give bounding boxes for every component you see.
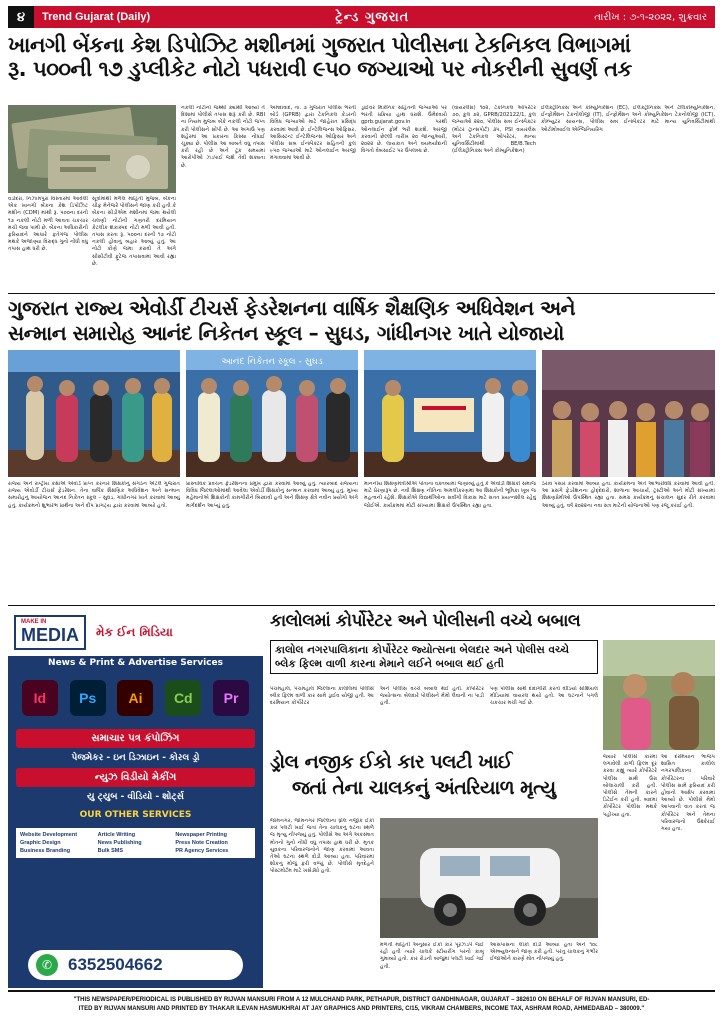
advert-services-list — [16, 828, 255, 858]
story2-column3: માનનીય શિક્ષણમંત્રીશ્રીએ પોતાના વક્તવ્યમાં જણાવ્યું હતું કે એવોર્ડી શિક્ષકો સમાજ માટે પ્રેરણારૂપ છે. નવી શિક્ષણ નીતિના અમલીકરણમાં આ શિક્ષકોની ભૂમિકા ખૂબ જ મહત્વની રહેશે. શિક્ષકોએ વિદ્યાર્થીઓના સર્વાંગી વિકાસ માટે સતત પ્રયત્નશીલ રહેવું જોઈએ. કાર્યક્રમમાં મોટી સંખ્યામાં શિક્ષકો ઉપસ્થિત રહ્યા હતા. — [364, 481, 536, 509]
indesign-icon: Id — [22, 680, 58, 716]
story1-column4: અમદાવાદ, તા. ૭ ગુજરાત પોલીસ ભરતી બોર્ડ (GPRB) દ્વારા ટેકનિકલ કેડરની વિવિધ જગ્યાઓ માટે જાહેરાત પ્રસિદ્ધ કરવામાં આવી છે. ઈન્ટેલિજન્સ ઓફિસર, આસિસ્ટન્ટ ઈન્ટેલિજન્સ ઓફિસર અને પોલીસ સબ ઈન્સ્પેક્ટર સહિતની કુલ ૯૫૦ જગ્યાઓ માટે ઓનલાઈન અરજી મંગાવવામાં આવી છે. — [270, 105, 356, 162]
story1-headline-line1: ખાનગી બેંકના કેશ ડિપોઝિટ મશીનમાં ગુજરાત પોલીસના ટેકનિકલ વિભાગમાં — [8, 33, 631, 57]
story3-column2: અને પોલીસ વચ્ચે બબાલ થઈ હતી. કોર્પોરેટર જ્યોત્સના બેલદારે પોલીસને મેમો લેવાની ના પાડી હતી. — [380, 686, 484, 707]
story4-column2: મળતી માહિતી અનુસાર ઈકો કાર પૂરઝડપે જઈ રહી હતી ત્યારે ચાલકે સ્ટીયરીંગ પરનો કાબૂ ગુમાવ્યો હતો. કાર રોડની બાજુમાં પલટી ખાઈ ગઈ હતી. — [380, 942, 484, 970]
story1-column1: વડોદરા, નિઝામપુરા વિસ્તારમાં આવેલી એક ખાનગી બેંકના કેશ ડિપોઝિટ મશીન (CDM) માંથી રૂ. ૫૦૦ના દરની ૧૭ નકલી નોટો મળી આવતા ચકચાર મચી જવા પામી છે. બેંકના અધિકારીની ફરિયાદને આધારે ફતેગંજ પોલીસ મથકે અજાણ્યા વિરુદ્ધ ગુનો નોંધી વધુ તપાસ હાથ ધરી છે. — [8, 196, 88, 253]
premiere-icon: Pr — [213, 680, 249, 716]
advert-band-video-sub: યુ ટ્યુબ - વીડિયો - શોર્ટ્સ — [87, 792, 184, 802]
service-item: Press Note Creation — [175, 840, 228, 846]
story3-headline: કાલોલમાં કોર્પોરેટર અને પોલીસની વચ્ચે બબાલ — [270, 611, 581, 631]
advert-phone-number: 6352504662 — [68, 955, 163, 974]
story2-headline-line1: ગુજરાત રાજ્ય એવોર્ડી ટીચર્સ ફેડરેશનના વાર્ષિક શૈક્ષણિક અધિવેશન અને — [8, 296, 576, 320]
service-item: News Publishing — [97, 840, 142, 846]
service-item: Graphic Design — [20, 840, 61, 846]
story3-column3: પણ પોલીસ સાથે દાદાગીરી કરતો વીડિયો સોશિયલ મીડિયામાં વાયરલ થયો હતો. આ ઘટનાને પગલે ચકચાર મચી ગઈ છે. — [490, 686, 598, 707]
event-photo-3 — [364, 350, 536, 477]
service-item: Website Development — [20, 832, 78, 838]
advert-logo — [14, 615, 86, 650]
event-photo-2 — [186, 350, 358, 477]
phone-icon: ✆ — [36, 954, 58, 976]
masthead-bar — [8, 6, 715, 28]
story3-subhead: કાલોલ નગરપાલિકાના કોર્પોરેટર જ્યોત્સના બેલદાર અને પોલીસ વચ્ચે બ્લેક ફિલ્મ વાળી કારના મેમાને લઈને બબાલ થઈ હતી — [270, 640, 598, 674]
photoshop-icon: Ps — [70, 680, 106, 716]
story4-column1: જામનગર, જામનગર જિલ્લાના ધ્રોલ નજીક ઈકો કાર પલટી ખાઈ જતાં તેના ચાલકનું ઘટના સ્થળે જ મૃત્યુ નીપજ્યું હતું. પોલીસે આ અંગે અકસ્માત મોતનો ગુનો નોંધી વધુ તપાસ હાથ ધરી છે. મૃતક યુવકના પરિવારજનોને જાણ કરવામાં આવતા તેઓ ઘટના સ્થળે દોડી આવ્યા હતા. પરિવારમાં શોકનું મોજું ફરી વળ્યું છે. પોલીસે મૃતદેહને પોસ્ટમોર્ટમ માટે ખસેડ્યો હતો. — [270, 818, 374, 875]
story2-headline-line2: સન્માન સમારોહ આનંદ નિકેતન સ્કૂલ – સુઘડ, ગાંધીનગર ખાતે યોજાયો — [8, 321, 564, 345]
story1-column5: ડ્રાઈવર મિકેનિક સહિતની જગ્યાઓ પર ભરતી પ્રક્રિયા હાથ ધરાશે. ઉમેદવારો gprb.gujarat.gov.in પરથી ઓનલાઈન ફોર્મ ભરી શકશે. અરજી કરવાની છેલ્લી તારીખ ૨૦ જાન્યુઆરી, ૨૦૨૨ છે. લાયકાત અને વયમર્યાદાની વિગતો વેબસાઈટ પર ઉપલબ્ધ છે. — [361, 105, 447, 155]
advert-app-icons — [8, 670, 263, 726]
story4-column3: આસપાસના લોકો દોડી આવ્યા હતા અને ૧૦૮ એમ્બ્યુલન્સને જાણ કરી હતી. પરંતુ ચાલકનું ગંભીર ઈજાઓને કારણે મોત નીપજ્યું હતું. — [490, 942, 598, 963]
event-photo-1 — [8, 350, 180, 477]
section-divider — [8, 293, 715, 294]
story4-headline-line2: જતાં તેના ચાલકનું અંતરિયાળ મૃત્યુ — [292, 777, 556, 799]
story2-column1: રાજ્ય અને રાષ્ટ્રીય કક્ષાએ એવોર્ડ પ્રાપ્ત કરનાર શિક્ષકોનું સંગઠન એટલે ગુજરાત રાજ્ય એવોર્ડી ટીચર્સ ફેડરેશન. તેના વાર્ષિક શૈક્ષણિક અધિવેશન અને સન્માન સમારોહનું આયોજન આનંદ નિકેતન સ્કૂલ – સુઘડ, ગાંધીનગર ખાતે કરવામાં આવ્યું હતું. કાર્યક્રમનો શુભારંભ પ્રાર્થના અને દીપ પ્રાગટ્ય દ્વારા કરવામાં આવ્યો હતો. — [8, 481, 180, 509]
advert-header — [8, 608, 263, 656]
advert-band-composing-sub: પેજમેકર - ઇન ડિઝાઇન - કોરલ ડ્રો — [71, 753, 200, 763]
service-item: Bulk SMS — [97, 848, 124, 854]
story1-column7: ઈલેક્ટ્રોનિક્સ અને કોમ્યુનિકેશન (EC), ઈલેક્ટ્રોનિક્સ અને ટેલિકોમ્યુનિકેશન, ઈન્ફોર્મેશન ટેકનોલોજી (IT), ઈન્ફોર્મેશન અને કોમ્યુનિકેશન ટેકનોલોજી (ICT), કોમ્પ્યુટર સાયન્સ, પોલીસ સબ ઈન્સ્પેક્ટર માટે માન્ય યુનિવર્સિટીમાંથી ઓટોમોબાઈલ એન્જિનિયરિંગ — [541, 105, 715, 133]
section-divider-2 — [8, 605, 715, 606]
imprint-line2: ITED BY RIJVAN MANSURI AND PRINTED BY THAKAR ILEVAN HASMUKHRAI AT JAY GRAPHICS AND PRINTERS, C/15, VIKRAM CHAMBERS, INCOME TAX, ASHRAM ROAD, AHMEDABAD – 380009." — [78, 1006, 645, 1012]
event-photo-4 — [542, 350, 715, 477]
service-item: Article Writing — [97, 832, 136, 838]
story1-column3: નકલી નોટોનો જથ્થો ક્યાંથી આવ્યો તે દિશામાં પોલીસે તપાસ શરૂ કરી છે. RBI ના નિયમ મુજબ બેંકે નકલી નોટો જપ્ત કરી પોલીસને સોંપી છે. આ અગાઉ પણ શહેરમાં આ પ્રકારના કિસ્સા નોંધાઈ ચૂક્યા છે. પોલીસ આ બાબતે વધુ તપાસ કરી રહી છે અને ટૂંક સમયમાં આરોપીઓ ઝડપાઈ જશે તેવી શક્યતા છે. — [181, 105, 265, 169]
service-item: Newspaper Printing — [175, 832, 227, 838]
story1-headline-line2: રૂ. ૫૦૦ની ૧૭ ડુપ્લીકેટ નોટો પધરાવી ૯૫૦ જગ્યાઓ પર નોકરીની સુવર્ણ તક — [8, 57, 632, 81]
illustrator-icon: Ai — [117, 680, 153, 716]
advert-brand: MEDIA — [21, 624, 79, 645]
currency-notes-photo — [8, 105, 176, 193]
paper-logo: ટ્રેન્ડ ગુજરાત — [335, 9, 410, 25]
story3-column4: જ્યારે પોલીસે કારમાં લગાવેલી કાળી ફિલ્મ દૂર કરવા કહ્યું ત્યારે કોર્પોરેટરે પોલીસ સાથે ઉગ્ર બોલાચાલી કરી હતી. પોલીસે તેમની કારને ડિટેઈન કરી હતી. બાદમાં કોર્પોરેટર પોલીસ મથકે પહોંચ્યા હતા. — [603, 754, 657, 818]
page-number: ૪ — [8, 6, 34, 28]
accident-car-photo — [380, 818, 598, 938]
story1-column6: (વાયરલેસ) ૧૦૨, ટેકનિકલ ઓપરેટર ૭૦, કુલ ૭૨, GPRB/202122/1, કુલ જગ્યાઓ ૨૨૦, પોલીસ સબ ઈન્સ્પેક્ટર (મોટર ટ્રાન્સપોર્ટ) ૩૫, PSI વાયરલેસ અને ટેકનિકલ ઓપરેટર, માન્ય યુનિવર્સિટીમાંથી BE/B.Tech (ઈલેક્ટ્રોનિક્સ અને કોમ્યુનિકેશન) — [452, 105, 536, 155]
paper-name: Trend Gujarat (Daily) — [42, 11, 151, 23]
imprint-line1: "THIS NEWSPAPER/PERIODICAL IS PUBLISHED BY RIJVAN MANSURI FROM A 12 MULCHAND PARK, PETHAPUR, DISTRICT GANDHINAGAR, GUJARAT – 382610 ON BEHALF OF RIJVAN MANSURI, ED- — [73, 997, 650, 1003]
advert-phone — [28, 950, 243, 980]
corporator-photo — [603, 640, 715, 750]
story1-column2: સૂત્રોમાંથી મળેલ માહિતી મુજબ, બેંકના ચીફ મેનેજરે પોલીસને જાણ કરી હતી કે બેંકના સીડીએમ મશીનમાં જમા થયેલી ચલણી નોટોની ગણતરી દરમિયાન કેટલીક શંકાસ્પદ નોટો મળી આવી હતી. તપાસ કરતા રૂ. ૫૦૦ના દરની ૧૭ નોટો નકલી હોવાનું બહાર આવ્યું હતું. આ નોટો કોણે જમા કરાવી તે અંગે સીસીટીવી ફૂટેજ તપાસવામાં આવી રહ્યા છે. — [92, 196, 176, 267]
make-in-media-advert — [8, 608, 263, 988]
service-item: PR Agency Services — [175, 848, 229, 854]
story3-column5: આ દરમિયાન ભાજપ શાસિત કાલોલ નગરપાલિકાના કોર્પોરેટરના પરિવારે પોલીસ સામે ફરિયાદ કરી હોવાનો આક્ષેપ કરવામાં આવ્યો છે. પોલીસે મેમો આપવાની વાત કરતાં જ કોર્પોરેટર અને તેમના પરિવારજનો ઉશ્કેરાઈ ગયા હતા. — [661, 754, 715, 833]
advert-tagline: News & Print & Advertise Services — [48, 658, 223, 668]
coreldraw-icon: Cd — [165, 680, 201, 716]
date-line: તારીખ : ૭-૧-૨૦૨૨, શુક્રવાર — [594, 11, 707, 23]
story4-headline-line1: ડ્રોલ નજીક ઈકો કાર પલટી ખાઈ — [270, 751, 513, 773]
story2-column4: ઠરાવ પસાર કરવામાં આવ્યા હતા. કાર્યક્રમના અંતે આભારવિધિ કરવામાં આવી હતી. આ પ્રસંગે ફેડરેશનના હોદ્દેદારો, શાળાના આચાર્ય, ટ્રસ્ટીઓ અને મોટી સંખ્યામાં શિક્ષણપ્રેમીઓ ઉપસ્થિત રહ્યા હતા. સમગ્ર કાર્યક્રમનું સંચાલન સુંદર રીતે કરવામાં આવ્યું હતું. વર્ષ ૨૦૨૨ના નવા સત્ર માટેની યોજનાઓ પણ રજૂ કરાઈ હતી. — [542, 481, 715, 509]
advert-brand-top: MAKE IN — [21, 618, 47, 625]
service-item: Business Branding — [20, 848, 71, 854]
advert-band-video: ન્યુઝ વિડીયો મેકીંગ — [16, 768, 255, 787]
story3-column1: પંચમહાલ, પંચમહાલ જિલ્લાના કાલોલમાં પોલીસે બ્લેક ફિલ્મ વાળી કાર સામે ડ્રાઈવ યોજી હતી. આ દરમિયાન કોર્પોરેટર — [270, 686, 374, 707]
story2-column2: પ્રાસ્તાવિક પ્રવચન ફેડરેશનના પ્રમુખ દ્વારા કરવામાં આવ્યું હતું. ત્યારબાદ રાજ્યના વિવિધ જિલ્લાઓમાંથી આવેલા એવોર્ડી શિક્ષકોનું સન્માન કરવામાં આવ્યું હતું. મુખ્ય મહેમાનોએ શિક્ષકોની કામગીરીને બિરદાવી હતી અને શિક્ષણ ક્ષેત્રે નવીન પ્રયોગો અંગે માર્ગદર્શન આપ્યું હતું. — [186, 481, 358, 509]
advert-band-composing: સમાચાર પત્ર કંપોઝિંગ — [16, 729, 255, 748]
advert-services-title: OUR OTHER SERVICES — [79, 810, 192, 820]
imprint-footer — [8, 990, 715, 1018]
event-banner-text: આનંદ નિકેતન સ્કૂલ - સુઘડ — [221, 357, 323, 367]
advert-slogan: મેક ઈન મિડિયા — [96, 624, 173, 639]
